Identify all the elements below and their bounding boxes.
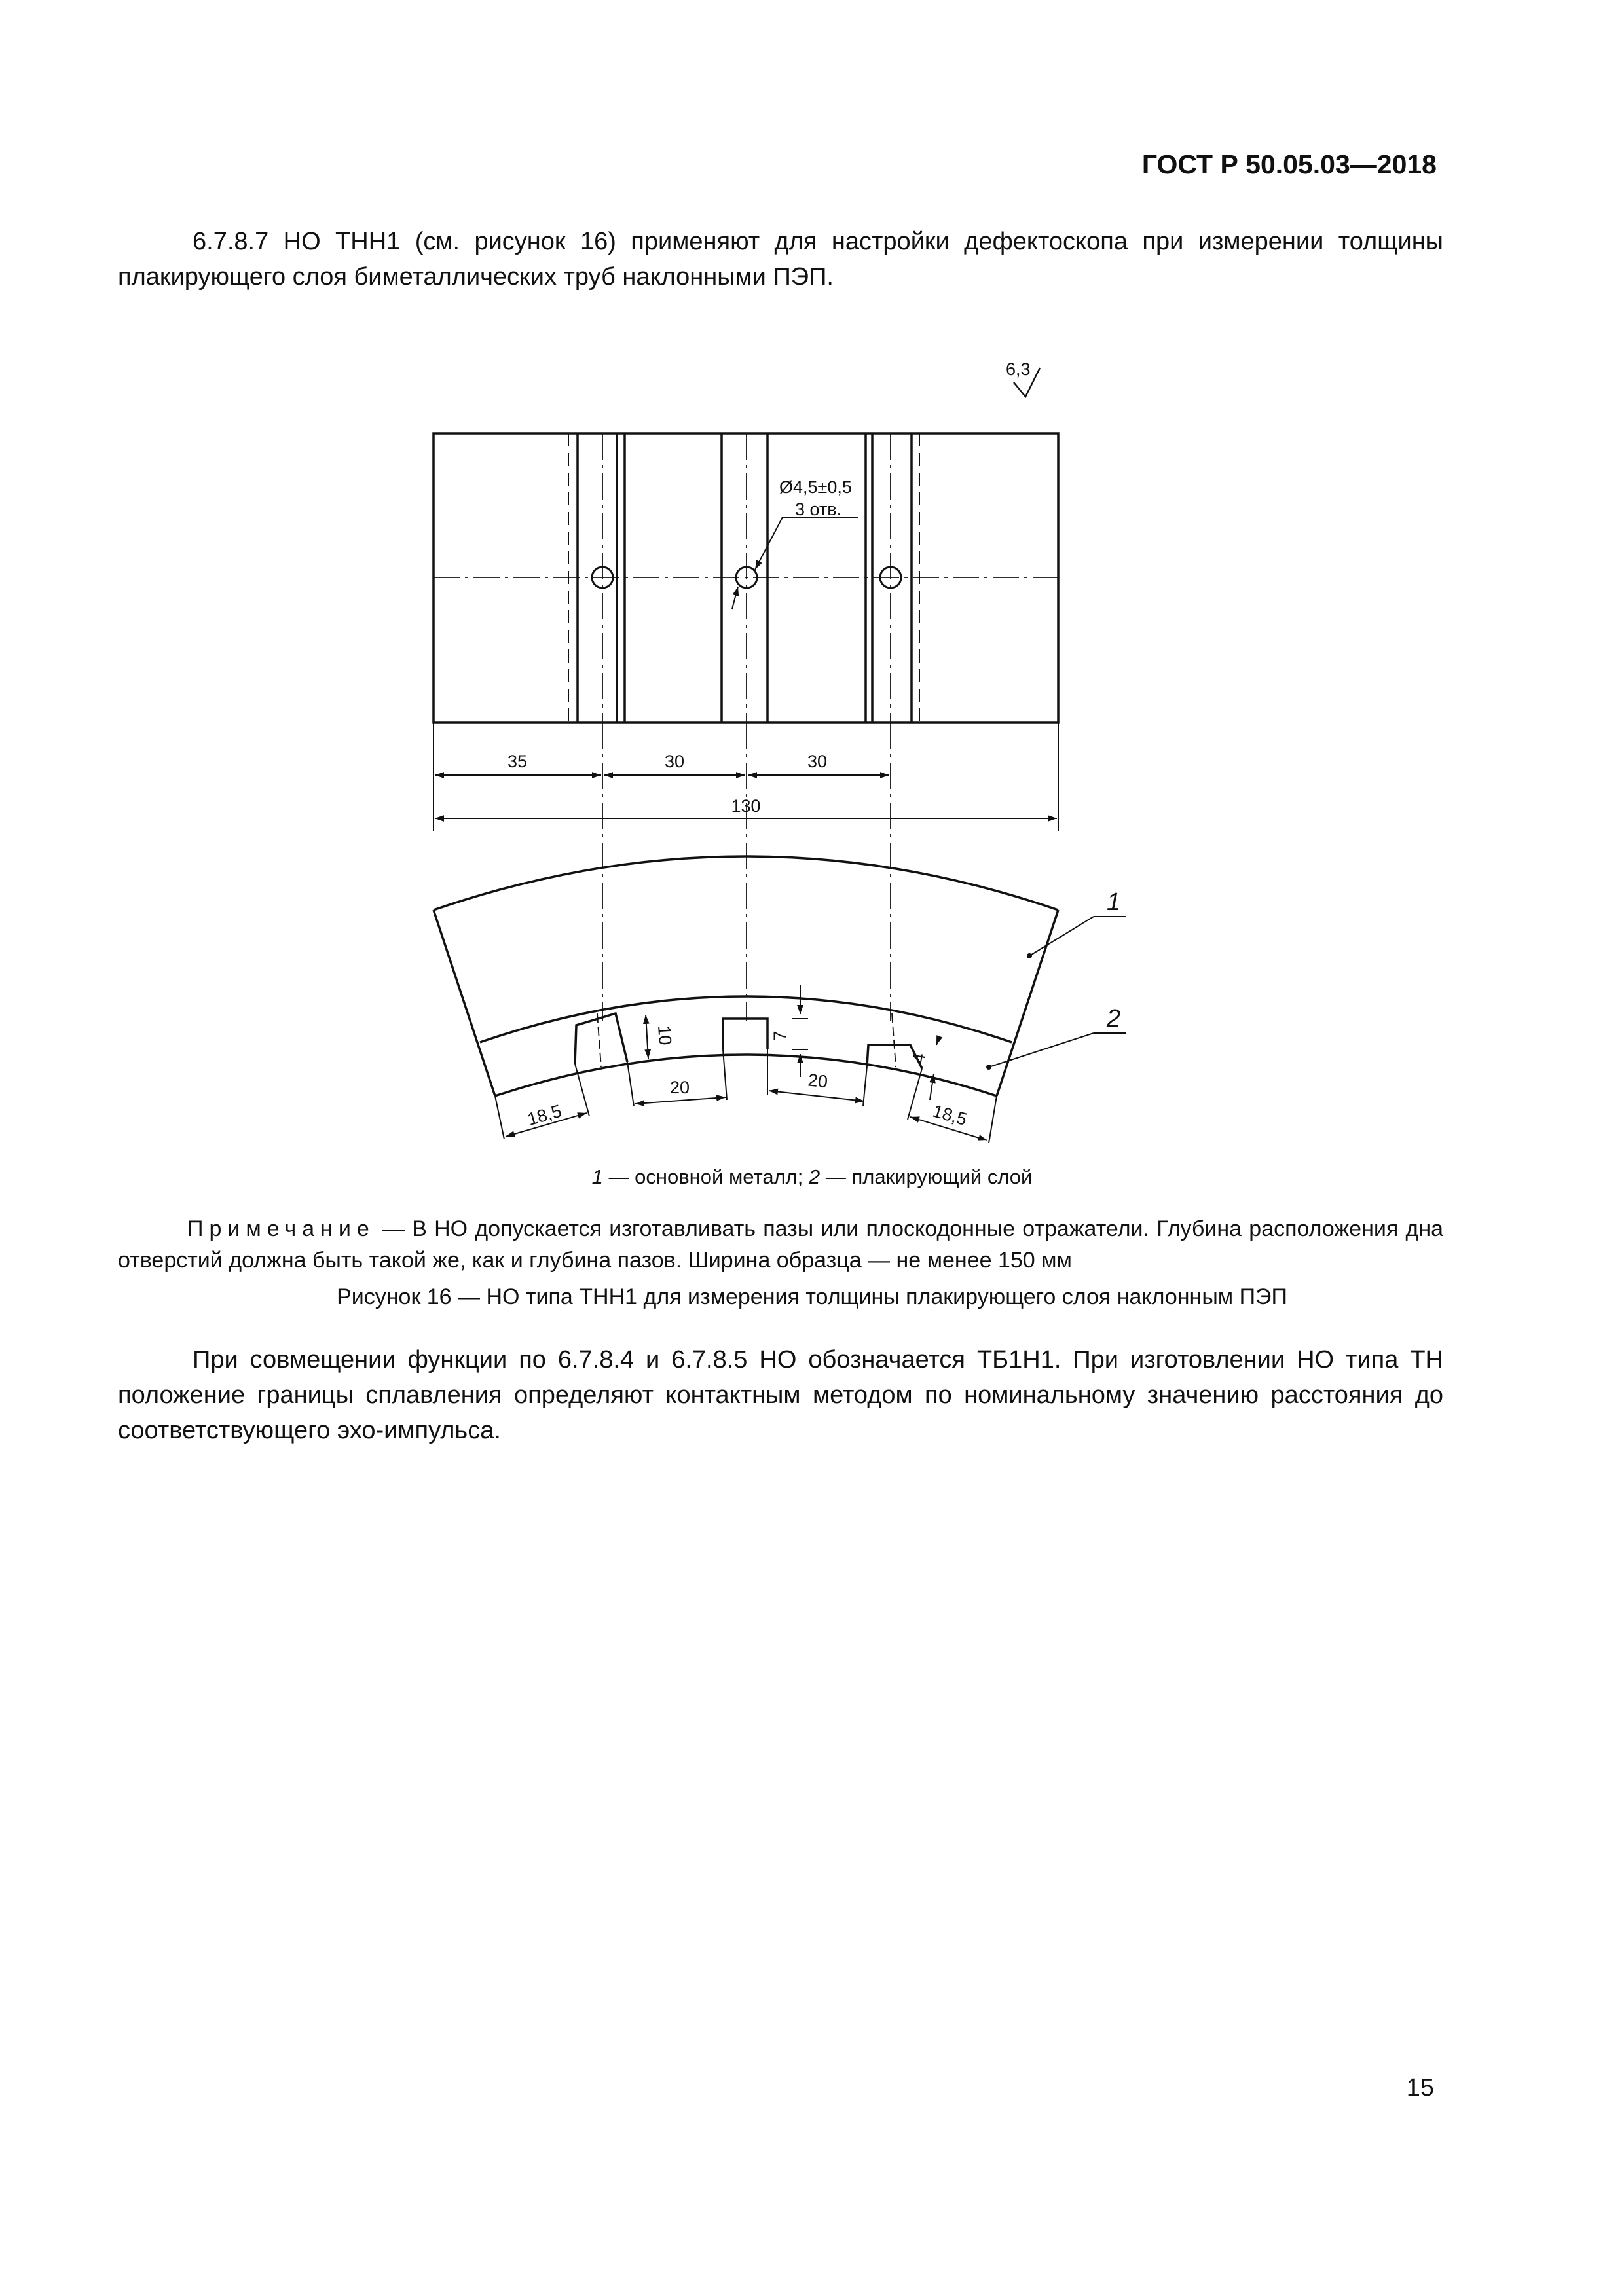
- legend-text-2: — плакирующий слой: [820, 1165, 1033, 1188]
- dim-depth-4: 4: [908, 1051, 930, 1065]
- callout-2: 2: [1107, 1005, 1121, 1032]
- section-view: [434, 856, 1058, 1096]
- dim-slot-width-right: 20: [807, 1070, 829, 1092]
- figure-legend: [0, 1165, 1624, 1189]
- legend-text-1: — основной металл;: [602, 1165, 809, 1188]
- top-dimensions: [434, 723, 1058, 1021]
- dim-right-edge: 18,5: [931, 1101, 969, 1130]
- dim-depth-7: 7: [770, 1030, 790, 1041]
- dim-left-edge: 18,5: [525, 1101, 564, 1130]
- roughness-value: 6,3: [1006, 359, 1031, 379]
- hole-diameter-label: Ø4,5±0,5: [779, 477, 852, 497]
- top-view: [434, 433, 1058, 723]
- note-label: Примечание: [187, 1216, 375, 1241]
- legend-num-1: 1: [591, 1165, 603, 1188]
- dim-130: 130: [731, 796, 761, 816]
- document-code: ГОСТ Р 50.05.03—2018: [1141, 149, 1437, 179]
- paragraph-6-7-8-7: 6.7.8.7 НО ТНН1 (см. рисунок 16) применяют для настройки дефектоскопа при измерении толщины плакирующего слоя биметаллических труб наклонными ПЭП.: [118, 228, 1443, 291]
- figure-note: [118, 1213, 1443, 1276]
- page-number: 15: [1406, 2074, 1434, 2102]
- legend-num-2: 2: [809, 1165, 821, 1188]
- roughness-symbol: [1006, 359, 1040, 397]
- dim-depth-10: 10: [654, 1025, 675, 1046]
- callout-leaders: [989, 917, 1126, 1067]
- note-text: — В НО допускается изготавливать пазы или плоскодонные отражатели. Глубина расположения дна отверстий должна быть такой же, как и глубина пазов. Ширина образца — не менее 150 мм: [118, 1216, 1443, 1273]
- dim-30-second: 30: [807, 752, 828, 771]
- dim-30-first: 30: [664, 752, 685, 771]
- hole-count-label: 3 отв.: [795, 500, 842, 519]
- callout-1: 1: [1107, 888, 1121, 916]
- dim-slot-width-left: 20: [669, 1078, 690, 1097]
- dim-35: 35: [507, 752, 528, 771]
- paragraph-combined-function: При совмещении функции по 6.7.8.4 и 6.7.8.5 НО обозначается ТБ1Н1. При изготовлении НО типа ТН положение границы сплавления определяют контактным методом по номинальному значению расстояния до соответствующего эхо-импульса.: [118, 1346, 1443, 1444]
- figure-caption: Рисунок 16 — НО типа ТНН1 для измерения толщины плакирующего слоя наклонным ПЭП: [337, 1285, 1287, 1309]
